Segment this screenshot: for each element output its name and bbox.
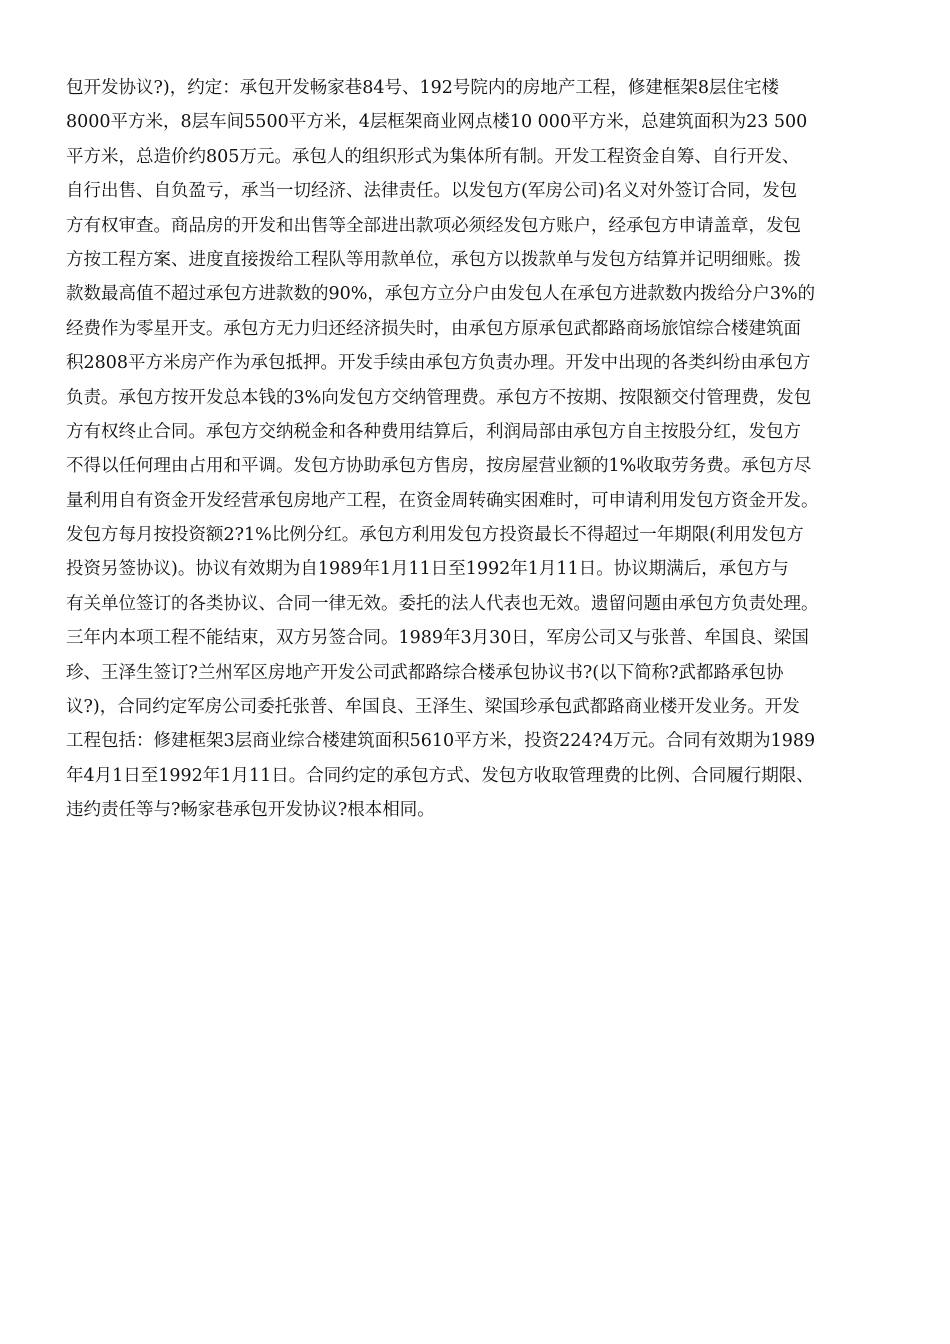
text-line: 违约责任等与?畅家巷承包开发协议?根本相同。 [66, 800, 435, 821]
text-line: 珍、王泽生签订?兰州军区房地产开发公司武都路综合楼承包协议书?(以下简称?武都路承包协 [66, 662, 784, 683]
text-line: 负责。承包方按开发总本钱的3%向发包方交纳管理费。承包方不按期、按限额交付管理费，发包 [66, 387, 812, 408]
text-line: 经费作为零星开支。承包方无力归还经济损失时，由承包方原承包武都路商场旅馆综合楼建筑面 [66, 318, 801, 339]
text-line: 方有权审查。商品房的开发和出售等全部进出款项必须经发包方账户，经承包方申请盖章，发包 [66, 215, 801, 236]
text-line: 工程包括：修建框架3层商业综合楼建筑面积5610平方米，投资224?4万元。合同有效期为1989 [66, 731, 816, 752]
text-line: 投资另签协议)。协议有效期为自1989年1月11日至1992年1月11日。协议期满后，承包方与 [66, 559, 789, 580]
text-line: 量利用自有资金开发经营承包房地产工程，在资金周转确实困难时，可申请利用发包方资金开发。 [66, 490, 819, 511]
text-line: 三年内本项工程不能结束，双方另签合同。1989年3月30日，军房公司又与张普、牟国良、梁国 [66, 628, 809, 649]
text-line: 方按工程方案、进度直接拨给工程队等用款单位，承包方以拨款单与发包方结算并记明细账。拨 [66, 249, 801, 270]
text-line: 积2808平方米房产作为承包抵押。开发手续由承包方负责办理。开发中出现的各类纠纷由承包方 [66, 353, 811, 374]
text-line: 自行出售、自负盈亏，承当一切经济、法律责任。以发包方(军房公司)名义对外签订合同，发包 [66, 181, 798, 202]
text-line: 包开发协议?)，约定：承包开发畅家巷84号、192号院内的房地产工程，修建框架8层住宅楼 [66, 78, 780, 98]
text-line: 方有权终止合同。承包方交纳税金和各种费用结算后，利润局部由承包方自主按股分红，发包方 [66, 421, 801, 442]
text-line: 议?)，合同约定军房公司委托张普、牟国良、王泽生、梁国珍承包武都路商业楼开发业务。开发 [66, 697, 800, 718]
document-body [66, 71, 896, 828]
text-line: 8000平方米，8层车间5500平方米，4层框架商业网点楼10 000平方米，总建筑面积为23 500 [66, 112, 808, 133]
text-line: 有关单位签订的各类协议、合同一律无效。委托的法人代表也无效。遗留问题由承包方负责处理。 [66, 593, 819, 614]
text-line: 不得以任何理由占用和平调。发包方协助承包方售房，按房屋营业额的1%收取劳务费。承包方尽 [66, 456, 812, 477]
text-line: 平方米，总造价约805万元。承包人的组织形式为集体所有制。开发工程资金自筹、自行开发、 [66, 146, 800, 167]
text-line: 年4月1日至1992年1月11日。合同约定的承包方式、发包方收取管理费的比例、合同履行期限、 [66, 765, 814, 786]
text-line: 发包方每月按投资额2?1%比例分红。承包方利用发包方投资最长不得超过一年期限(利用发包方 [66, 525, 804, 546]
text-line: 款数最高值不超过承包方进款数的90%，承包方立分户由发包人在承包方进款数内拨给分户3%的 [66, 284, 816, 305]
